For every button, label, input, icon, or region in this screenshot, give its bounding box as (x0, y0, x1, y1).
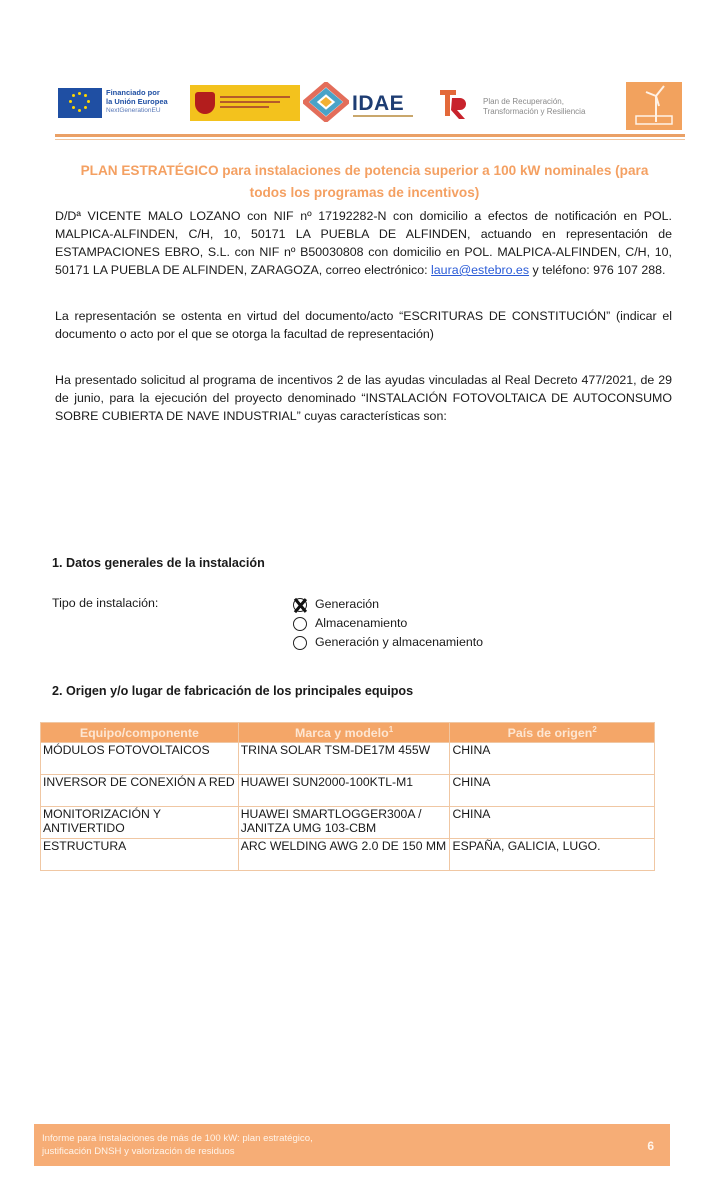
option-generacion-almacenamiento[interactable] (293, 633, 483, 652)
column-header-marca: Marca y modelo$^1$ (238, 723, 450, 743)
page-number: 6 (647, 1139, 654, 1153)
option-almacenamiento[interactable] (293, 614, 483, 633)
application-paragraph: Ha presentado solicitud al programa de incentivos 2 de las ayudas vinculadas al Real Decreto 477/2021, de 29 de junio, para la ejecución del proyecto denominado “INSTALACIÓN FOTOVOLTAICA DE AUTOCONSUMO SOBRE CUBIERTA DE NAVE INDUSTRIAL” cuyas características son: (55, 373, 672, 423)
table-cell: CHINA (450, 775, 655, 807)
section-equipment-origin-heading: 2. Origen y/o lugar de fabricación de los principales equipos (52, 684, 414, 698)
spain-government-logo (190, 85, 300, 121)
table-cell: ESTRUCTURA (41, 839, 239, 871)
phone-text: y teléfono: 976 107 288. (532, 263, 666, 277)
idae-logo-text: IDAE (352, 92, 405, 115)
table-cell: TRINA SOLAR TSM-DE17M 455W (238, 743, 450, 775)
recovery-plan-label: Plan de Recuperación, Transformación y Resiliencia (483, 97, 586, 116)
eu-flag-icon (58, 88, 102, 118)
table-row (41, 807, 655, 839)
applicant-text: D/Dª VICENTE MALO LOZANO con NIF nº 17192282-N con domicilio a efectos de notificación en POL. MALPICA-ALFINDEN, C/H, 10, 50171 LA PUEBLA DE ALFINDEN, actuando en representación de ESTAMPACIONES EBRO, S.L. con NIF nº B50030808 con domicilio en POL. MALPICA-ALFINDEN, C/H, 10, 50171 LA PUEBLA DE ALFINDEN, ZARAGOZA, correo electrónico: (55, 209, 672, 277)
table-row (41, 839, 655, 871)
radio-icon[interactable] (293, 617, 307, 631)
table-cell: MÓDULOS FOTOVOLTAICOS (41, 743, 239, 775)
tr-logo-icon (438, 86, 468, 120)
section-general-data-heading: 1. Datos generales de la instalación (52, 556, 265, 570)
option-label: Generación (315, 597, 380, 611)
table-cell: MONITORIZACIÓN Y ANTIVERTIDO (41, 807, 239, 839)
email-link[interactable]: laura@estebro.es (431, 263, 530, 277)
radio-checked-icon[interactable] (293, 598, 307, 612)
header-divider (55, 134, 685, 137)
installation-type-options (293, 595, 483, 652)
option-label: Generación y almacenamiento (315, 635, 484, 649)
table-cell: CHINA (450, 807, 655, 839)
table-cell: HUAWEI SUN2000-100KTL-M1 (238, 775, 450, 807)
column-header-pais: País de origen$^2$ (450, 723, 655, 743)
table-row (41, 775, 655, 807)
document-title: PLAN ESTRATÉGICO para instalaciones de potencia superior a 100 kW nominales (para todos los programas de incentivos) (80, 163, 649, 200)
table-row (41, 743, 655, 775)
table-cell: ESPAÑA, GALICIA, LUGO. (450, 839, 655, 871)
wind-energy-logo (626, 82, 682, 130)
equipment-table (40, 722, 655, 871)
footer-title: Informe para instalaciones de más de 100 kW: plan estratégico, justificación DNSH y valorización de residuos (42, 1133, 313, 1157)
option-label: Almacenamiento (315, 616, 408, 630)
applicant-paragraph (55, 207, 672, 279)
spain-crest-icon (195, 92, 215, 114)
radio-icon[interactable] (293, 636, 307, 650)
table-cell: INVERSOR DE CONEXIÓN A RED (41, 775, 239, 807)
idae-logo-icon (303, 82, 349, 122)
representation-paragraph: La representación se ostenta en virtud del documento/acto “ESCRITURAS DE CONSTITUCIÓN” (indicar el documento o acto por el que se otorga la facultad de representación) (55, 309, 672, 341)
column-header-equipo: Equipo/componente (41, 723, 239, 743)
header-divider-thin (55, 139, 685, 140)
installation-type-label: Tipo de instalación: (52, 596, 159, 610)
wind-turbine-icon (626, 82, 682, 130)
header-logos (55, 82, 683, 130)
table-header-row (41, 723, 655, 743)
option-generacion[interactable] (293, 595, 483, 614)
table-cell: ARC WELDING AWG 2.0 DE 150 MM (238, 839, 450, 871)
eu-funding-label: Financiado por la Unión Europea NextGenerationEU (106, 88, 168, 114)
table-cell: HUAWEI SMARTLOGGER300A / JANITZA UMG 103-CBM (238, 807, 450, 839)
table-cell: CHINA (450, 743, 655, 775)
page-footer (34, 1124, 670, 1166)
